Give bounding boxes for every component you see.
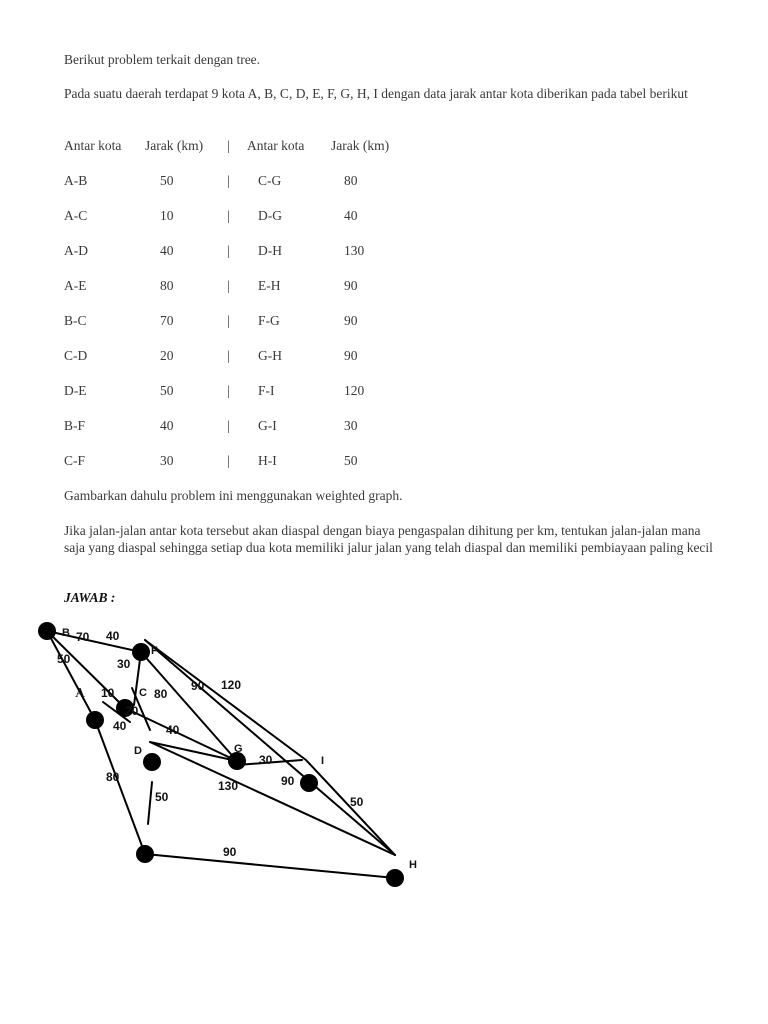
edge-d-e [148,782,152,824]
edge-a-e [95,720,145,854]
cell-right-kota: G-H [258,348,282,363]
cell-left-kota: A-B [64,173,88,188]
weight-c-f: 30 [117,657,131,671]
weight-a-d: 40 [113,719,127,733]
cell-separator: | [227,418,230,433]
label-node-d: D [134,745,142,757]
label-node-a: A [75,686,86,701]
node-f [132,643,150,661]
cell-right-kota: D-H [258,243,282,258]
edge-f-i [145,640,306,760]
cell-right-jarak: 90 [344,348,358,363]
edge-a-b [47,631,95,720]
cell-left-jarak: 50 [160,383,174,398]
instruction-graph: Gambarkan dahulu problem ini menggunakan weighted graph. [64,488,403,503]
cell-left-jarak: 10 [160,208,174,223]
weight-h-i: 50 [350,795,364,809]
cell-left-kota: D-E [64,383,87,398]
cell-right-jarak: 40 [344,208,358,223]
cell-separator: | [227,243,230,258]
weight-b-c: 70 [76,630,90,644]
edge-e-h [145,854,395,878]
cell-right-jarak: 50 [344,453,358,468]
label-node-g: G [234,743,243,755]
weight-e-h: 90 [223,845,237,859]
answer-label: JAWAB : [64,590,116,605]
weight-d-e: 50 [155,790,169,804]
cell-left-jarak: 40 [160,243,174,258]
node-b [38,622,56,640]
cell-left-jarak: 70 [160,313,174,328]
cell-left-kota: B-C [64,313,87,328]
cell-separator: | [227,173,230,188]
header-separator: | [227,138,230,153]
edge-g-h [145,640,395,855]
weight-a-b: 50 [57,652,71,666]
node-labels [62,627,417,871]
cell-left-jarak: 50 [160,173,174,188]
cell-right-kota: G-I [258,418,277,433]
node-i-dot [300,774,318,792]
cell-left-jarak: 40 [160,418,174,433]
cell-left-jarak: 80 [160,278,174,293]
cell-right-jarak: 120 [344,383,365,398]
cell-left-kota: C-F [64,453,86,468]
problem-text: Pada suatu daerah terdapat 9 kota A, B, C, D, E, F, G, H, I dengan data jarak antar kota diberikan pada tabel berikut [64,86,688,101]
node-d [143,753,161,771]
label-node-c: C [139,687,147,699]
cell-right-kota: E-H [258,278,281,293]
cell-separator: | [227,383,230,398]
graph-edges [47,631,395,878]
label-node-h: H [409,859,417,871]
weight-c-d: 20 [125,704,139,718]
weight-f-i: 120 [221,678,242,692]
weight-g-h: 90 [281,774,295,788]
cell-right-jarak: 30 [344,418,358,433]
label-node-b: B [62,627,70,639]
cell-left-kota: B-F [64,418,86,433]
instruction-mst: Jika jalan-jalan antar kota tersebut akan diaspal dengan biaya pengaspalan dihitung per km, tentukan jalan-jalan mana saja yang diaspal sehingga setiap dua kota memiliki jalur jalan yang telah diaspal dan memiliki pembiayaan paling kecil [64,523,713,555]
cell-left-kota: A-D [64,243,88,258]
cell-left-jarak: 30 [160,453,174,468]
intro-text: Berikut problem terkait dengan tree. [64,52,261,67]
cell-right-jarak: 90 [344,278,358,293]
header-antar-kota-left: Antar kota [64,138,122,153]
cell-separator: | [227,208,230,223]
weight-a-c: 10 [101,686,115,700]
weight-a-e: 80 [106,770,120,784]
cell-separator: | [227,348,230,363]
cell-right-kota: D-G [258,208,282,223]
header-jarak-right: Jarak (km) [331,138,390,153]
cell-separator: | [227,278,230,293]
weight-d-g: 40 [166,723,180,737]
cell-right-kota: F-I [258,383,275,398]
cell-right-jarak: 80 [344,173,358,188]
header-antar-kota-right: Antar kota [247,138,305,153]
cell-right-kota: H-I [258,453,277,468]
header-jarak-left: Jarak (km) [145,138,204,153]
cell-left-kota: A-C [64,208,88,223]
weight-g-i: 30 [259,753,273,767]
cell-right-kota: C-G [258,173,282,188]
cell-left-kota: A-E [64,278,87,293]
weight-c-g: 80 [154,687,168,701]
cell-right-jarak: 130 [344,243,365,258]
weight-b-f: 40 [106,629,120,643]
label-node-i: I [321,755,325,767]
cell-right-kota: F-G [258,313,280,328]
cell-right-jarak: 90 [344,313,358,328]
cell-left-jarak: 20 [160,348,174,363]
node-h [386,869,404,887]
cell-separator: | [227,313,230,328]
weight-d-h: 130 [218,779,239,793]
label-node-f: F [151,645,158,657]
node-a [86,711,104,729]
cell-left-kota: C-D [64,348,88,363]
node-e [136,845,154,863]
weight-f-g: 90 [191,679,205,693]
cell-separator: | [227,453,230,468]
